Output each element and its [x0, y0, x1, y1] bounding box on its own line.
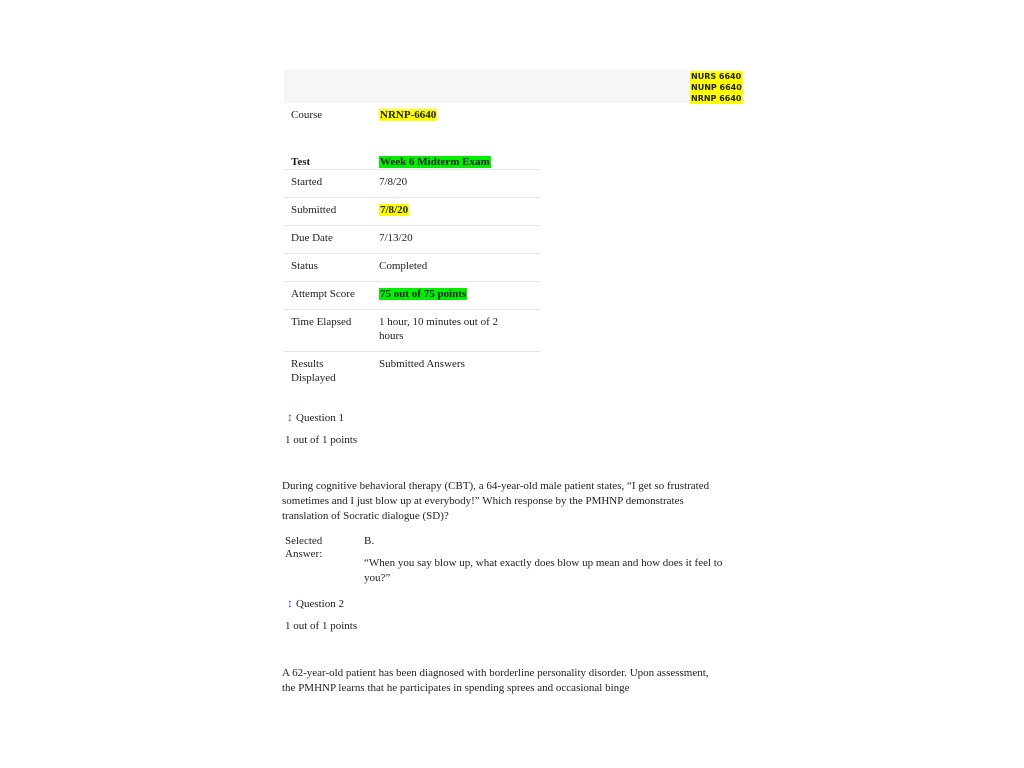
details-row-started: [284, 170, 540, 198]
started-label: Started: [291, 176, 323, 188]
started-value: 7/8/20: [379, 176, 408, 188]
question-1-points: 1 out of 1 points: [285, 434, 358, 446]
selected-answer-letter: B.: [364, 535, 375, 547]
test-details-table: [284, 103, 540, 392]
time-elapsed-label: Time Elapsed: [291, 316, 352, 328]
course-code: NRNP 6640: [691, 94, 742, 103]
question-1-text: During cognitive behavioral therapy (CBT), a 64-year-old male patient states, “I get so frustrated sometimes and I just blow up at everybody!” Which response by the PMHNP demonstrates translation of Socratic dialogue (SD)?: [282, 480, 710, 522]
selected-answer-label: Selected Answer:: [285, 535, 323, 560]
question-1-header[interactable]: [287, 410, 344, 425]
question-2-title: Question 2: [296, 598, 344, 610]
header-band: [284, 70, 740, 103]
due-date-value: 7/13/20: [379, 232, 413, 244]
reorder-arrow-icon[interactable]: ↕: [287, 596, 293, 610]
course-codes: [690, 71, 743, 104]
results-label: Results Displayed: [291, 358, 336, 384]
submitted-value: 7/8/20: [380, 204, 409, 216]
score-value: 75 out of 75 points: [380, 288, 467, 300]
course-value: NRNP-6640: [380, 109, 437, 121]
details-row-time-elapsed: [284, 310, 540, 352]
details-row-course: [284, 103, 540, 140]
details-row-due-date: [284, 226, 540, 254]
details-row-submitted: [284, 198, 540, 226]
time-elapsed-value: 1 hour, 10 minutes out of 2 hours: [379, 316, 499, 342]
results-value: Submitted Answers: [379, 358, 465, 370]
status-value: Completed: [379, 260, 428, 272]
question-1-title: Question 1: [296, 412, 344, 424]
status-label: Status: [291, 260, 318, 272]
due-date-label: Due Date: [291, 232, 333, 244]
details-row-status: [284, 254, 540, 282]
reorder-arrow-icon[interactable]: ↕: [287, 410, 293, 424]
course-code: NUNP 6640: [691, 83, 742, 92]
course-label: Course: [291, 109, 323, 121]
question-2-header[interactable]: [287, 596, 344, 611]
selected-answer-text: “When you say blow up, what exactly does blow up mean and how does it feel to you?”: [364, 557, 723, 584]
submitted-label: Submitted: [291, 204, 337, 216]
test-label: Test: [291, 156, 311, 168]
details-row-results: [284, 352, 540, 392]
question-2-points: 1 out of 1 points: [285, 620, 358, 632]
score-label: Attempt Score: [291, 288, 355, 300]
question-2-text: A 62-year-old patient has been diagnosed with borderline personality disorder. Upon assessment, the PMHNP learns that he participates in spending sprees and occasional binge: [282, 667, 709, 694]
course-code: NURS 6640: [691, 72, 742, 81]
test-value: Week 6 Midterm Exam: [380, 156, 490, 168]
details-row-score: [284, 282, 540, 310]
details-row-test: [284, 140, 540, 170]
